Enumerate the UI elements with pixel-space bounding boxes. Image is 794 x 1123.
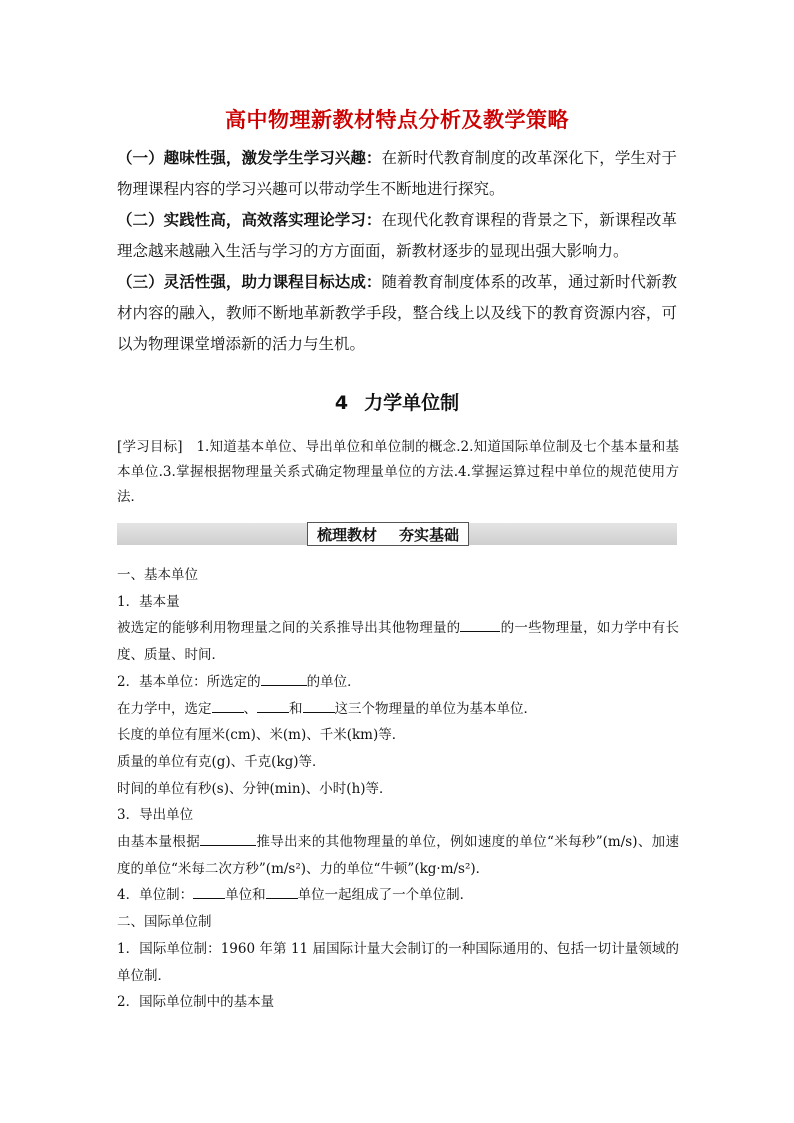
subsection-heading: 3．导出单位 (117, 807, 194, 824)
subsection-heading: 1．基本量 (117, 593, 180, 610)
text-segment: 的单位． (306, 673, 361, 690)
text-segment: 由基本量根据 (117, 834, 201, 851)
intro-paragraph (117, 267, 677, 360)
intro-paragraph (117, 143, 677, 205)
intro-text: 在现代化教育课程的背景之下，新课程改革理念越来越融入生活与学习的方方面面，新教材逐步的显现出强大影响力。 (117, 211, 677, 260)
section-heading: 二、国际单位制 (117, 914, 212, 931)
text-segment: 的一些物理量，如力学中有长度、质量、时间． (117, 620, 680, 664)
text-segment: 被选定的能够利用物理量之间的关系推导出其他物理量的 (117, 620, 461, 637)
text-line (117, 882, 679, 909)
text-line (117, 696, 679, 723)
learning-objectives: [学习目标] 1.知道基本单位、导出单位和单位制的概念.2.知道国际单位制及七个基本量和基本单位.3.掌握根据物理量关系式确定物理量单位的方法.4.掌握运算过程中单位的规范使用方法． (117, 439, 679, 505)
section-heading: 一、基本单位 (117, 567, 198, 583)
content-body (117, 562, 679, 1016)
text-line: 长度的单位有厘米(cm)、米(m)、千米(km)等． (117, 727, 406, 744)
fill-in-blank (460, 617, 500, 632)
intro-lead: （一）趣味性强，激发学生学习兴趣： (117, 149, 382, 167)
text-segment: 单位和 (225, 887, 266, 904)
text-line: 1．国际单位制：1960 年第 11 届国际计量大会制订的一种国际通用的、包括一切计量领域的单位制． (117, 940, 679, 984)
document-title: 高中物理新教材特点分析及教学策略 (225, 108, 569, 132)
text-segment: 4．单位制： (117, 887, 194, 904)
chapter-heading (0, 388, 794, 415)
text-line: 时间的单位有秒(s)、分钟(min)、小时(h)等． (117, 780, 393, 797)
text-line: 2．国际单位制中的基本量 (117, 994, 275, 1011)
text-line (117, 615, 679, 668)
fill-in-blank (257, 698, 289, 713)
fill-in-blank (266, 884, 298, 899)
banner-label-right: 夯实基础 (399, 525, 460, 544)
intro-lead: （三）灵活性强，助力课程目标达成： (117, 273, 382, 291)
fill-in-blank (261, 671, 307, 686)
text-segment: 、 (243, 700, 257, 717)
text-segment: 单位一起组成了一个单位制． (297, 887, 474, 904)
text-segment: 推导出来的其他物理量的单位，例如速度的单位“米每秒”(m/s)、加速度的单位“米每二次方秒”(m/s²)、力的单位“牛顿”(kg·m/s²)． (117, 834, 679, 877)
intro-text: 随着教育制度体系的改革，通过新时代新教材内容的融入，教师不断地革新教学手段，整合线上以及线下的教育资源内容，可以为物理课堂增添新的活力与生机。 (117, 273, 677, 353)
fill-in-blank (212, 698, 244, 713)
fill-in-blank (200, 831, 256, 846)
text-segment: 这三个物理量的单位为基本单位． (334, 700, 537, 717)
intro-paragraph (117, 205, 677, 267)
intro-section (117, 143, 677, 360)
chapter-number: 4 (334, 392, 349, 414)
banner-label-left: 梳理教材 (317, 525, 378, 544)
text-line (117, 669, 679, 696)
text-segment: 在力学中，选定 (117, 700, 212, 717)
text-line (117, 829, 679, 882)
intro-text: 在新时代教育制度的改革深化下，学生对于物理课程内容的学习兴趣可以带动学生不断地进行探究。 (117, 149, 677, 198)
text-segment: 和 (289, 700, 303, 717)
banner-label-box (307, 522, 469, 546)
text-line: 质量的单位有克(g)、千克(kg)等． (117, 753, 326, 770)
section-banner (117, 523, 677, 545)
fill-in-blank (303, 698, 335, 713)
intro-lead: （二）实践性高，高效落实理论学习： (117, 211, 382, 229)
fill-in-blank (193, 884, 225, 899)
text-segment: 2．基本单位：所选定的 (117, 673, 261, 690)
chapter-title: 力学单位制 (364, 392, 460, 414)
